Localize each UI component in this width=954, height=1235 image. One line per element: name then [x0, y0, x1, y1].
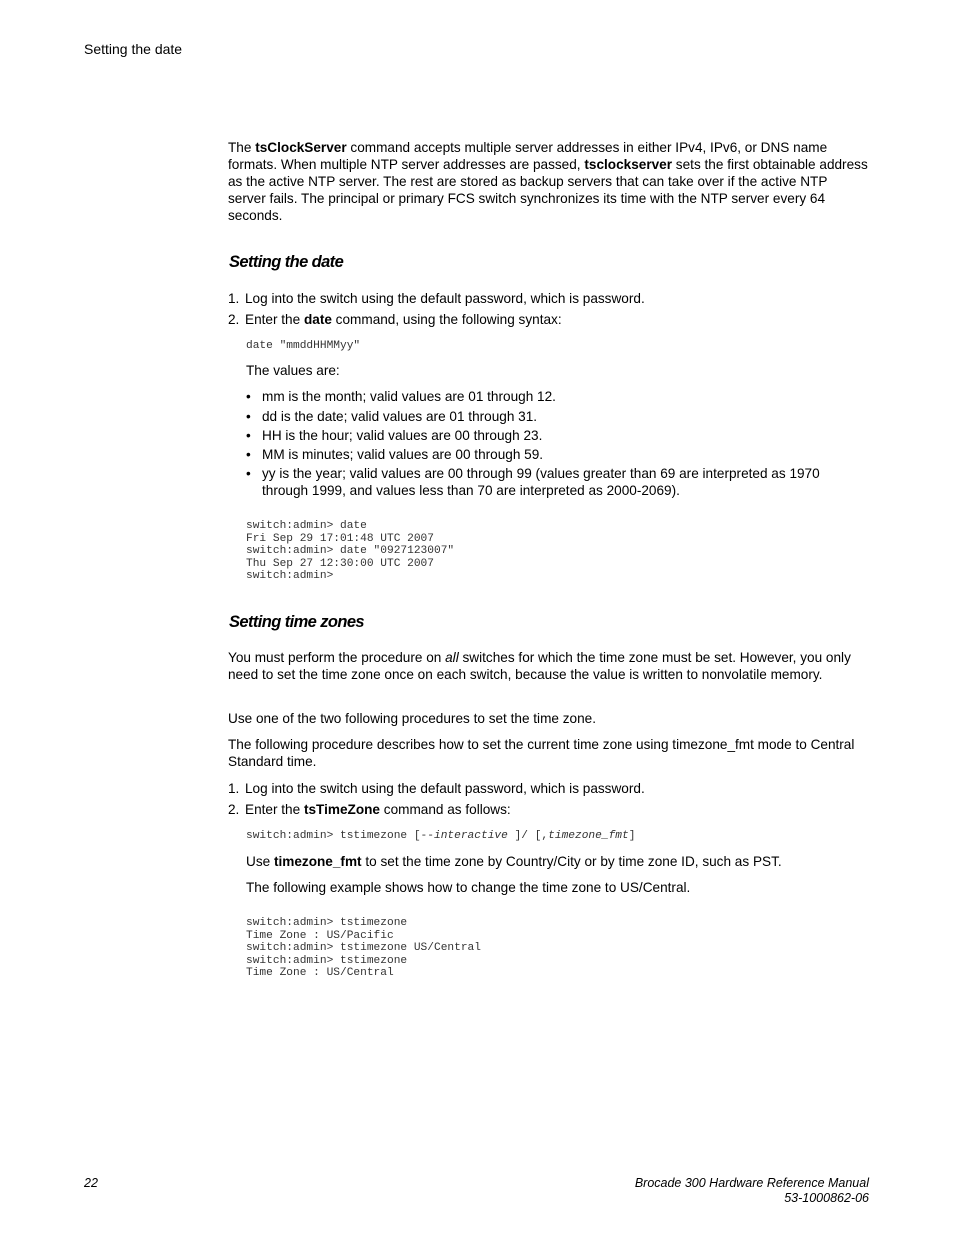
document-number: 53-1000862-06 — [784, 1191, 869, 1205]
bullet-item: • yy is the year; valid values are 00 through 99 (values greater than 69 are interpreted as 1970 through 1999, and values less than 70 are interpreted as 2000-2069). — [246, 466, 820, 498]
timezone-procedure-description: The following procedure describes how to set the current time zone using timezone_fmt mode to Central Standard time. — [228, 737, 855, 769]
bullet-item: • dd is the date; valid values are 01 through 31. — [246, 409, 538, 424]
date-example-code: switch:admin> date Fri Sep 29 17:01:48 UTC 2007 switch:admin> date "0927123007" Thu Sep 27 12:30:00 UTC 2007 switch:admin> — [246, 520, 455, 583]
bullet-item: • mm is the month; valid values are 01 through 12. — [246, 389, 556, 404]
example-intro: The following example shows how to change the time zone to US/Central. — [246, 880, 691, 895]
section-heading-time-zones: Setting time zones — [229, 613, 364, 631]
step-item: 2. Enter the tsTimeZone command as follows: — [228, 802, 511, 817]
footer-info — [635, 1176, 869, 1206]
running-header: Setting the date — [84, 41, 183, 57]
step-item: 1. Log into the switch using the default password, which is password. — [228, 291, 645, 306]
tstimezone-syntax-code: switch:admin> tstimezone [--interactive ]/ [,timezone_fmt] — [246, 830, 636, 842]
timezone-procedures-note: Use one of the two following procedures to set the time zone. — [228, 711, 596, 726]
date-syntax-code: date "mmddHHMMyy" — [246, 340, 361, 352]
step-item: 2. Enter the date command, using the following syntax: — [228, 312, 562, 327]
values-intro: The values are: — [246, 363, 340, 378]
bullet-item: • HH is the hour; valid values are 00 through 23. — [246, 428, 543, 443]
step-item: 1. Log into the switch using the default password, which is password. — [228, 781, 645, 796]
intro-paragraph: The tsClockServer command accepts multiple server addresses in either IPv4, IPv6, or DNS name formats. When multiple NTP server addresses are passed, tsclockserver sets the first obtainable address as the active NTP server. The rest are stored as backup servers that can take over if the active NTP server fails. The principal or primary FCS switch synchronizes its time with the NTP server every 64 seconds. — [228, 140, 868, 223]
page-number: 22 — [84, 1176, 98, 1190]
timezone-fmt-usage: Use timezone_fmt to set the time zone by Country/City or by time zone ID, such as PST. — [246, 854, 782, 869]
manual-title: Brocade 300 Hardware Reference Manual — [634, 1176, 869, 1190]
section-heading-setting-date: Setting the date — [229, 253, 344, 271]
command-name: tsclockserver — [584, 157, 673, 172]
command-name: tsClockServer — [255, 140, 347, 155]
timezone-example-code: switch:admin> tstimezone Time Zone : US/Pacific switch:admin> tstimezone US/Central switch:admin> tstimezone Time Zone : US/Central — [246, 917, 481, 980]
bullet-item: • MM is minutes; valid values are 00 through 59. — [246, 447, 544, 462]
timezone-intro-paragraph: You must perform the procedure on all switches for which the time zone must be set. However, you only need to set the time zone once on each switch, because the value is written to nonvolatile memory. — [228, 650, 851, 682]
